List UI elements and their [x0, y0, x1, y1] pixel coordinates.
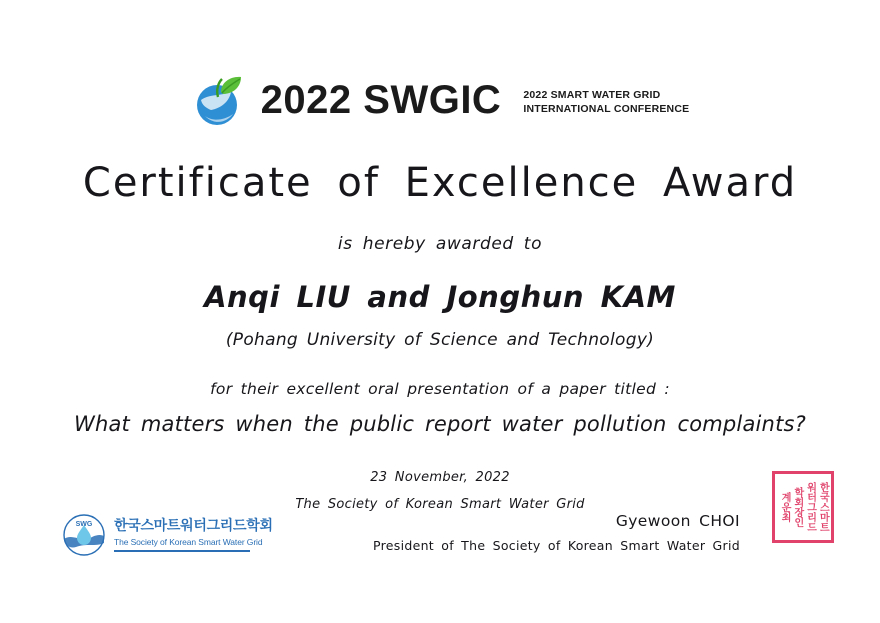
conference-name-line1: 2022 SMART WATER GRID — [523, 88, 661, 101]
certificate-footer — [0, 475, 880, 565]
globe-leaf-logo-icon — [191, 72, 247, 128]
svg-text:SWG: SWG — [75, 521, 93, 528]
organization-name-block — [114, 518, 273, 552]
seal-column: 워터그리드 — [804, 482, 816, 532]
issuing-society: The Society of Korean Smart Water Grid — [295, 497, 585, 512]
organization-name-en: The Society of Korean Smart Water Grid — [114, 536, 263, 547]
swg-water-drop-logo-icon — [62, 513, 106, 557]
recipient-affiliation: (Pohang University of Science and Technology) — [225, 330, 655, 350]
conference-code: 2022 SWGIC — [260, 78, 502, 122]
organization-logo-underline — [114, 550, 250, 552]
paper-title: What matters when the public report water pollution complaints? — [74, 412, 806, 436]
organization-logo — [62, 513, 273, 557]
certificate-title: Certificate of Excellence Award — [82, 160, 798, 206]
seal-column: 학회장인 — [791, 487, 803, 527]
award-reason: for their excellent oral presentation of a paper titled : — [210, 380, 670, 398]
signer-role: President of The Society of Korean Smart Water Grid — [372, 538, 740, 553]
award-date: 23 November, 2022 — [370, 470, 510, 485]
organization-name-ko: 한국스마트워터그리드학회 — [114, 517, 273, 534]
red-official-seal-icon — [772, 471, 834, 543]
conference-name-line2: INTERNATIONAL CONFERENCE — [523, 103, 690, 115]
seal-column: 한국스마트 — [817, 482, 829, 532]
signature-block — [373, 512, 740, 553]
conference-name — [523, 88, 689, 116]
certificate-header — [0, 0, 880, 128]
seal-column: 계운최 — [779, 492, 791, 522]
recipient-names: Anqi LIU and Jonghun KAM — [204, 280, 676, 314]
signer-name: Gyewoon CHOI — [615, 512, 740, 530]
awarded-to-label: is hereby awarded to — [337, 234, 543, 254]
